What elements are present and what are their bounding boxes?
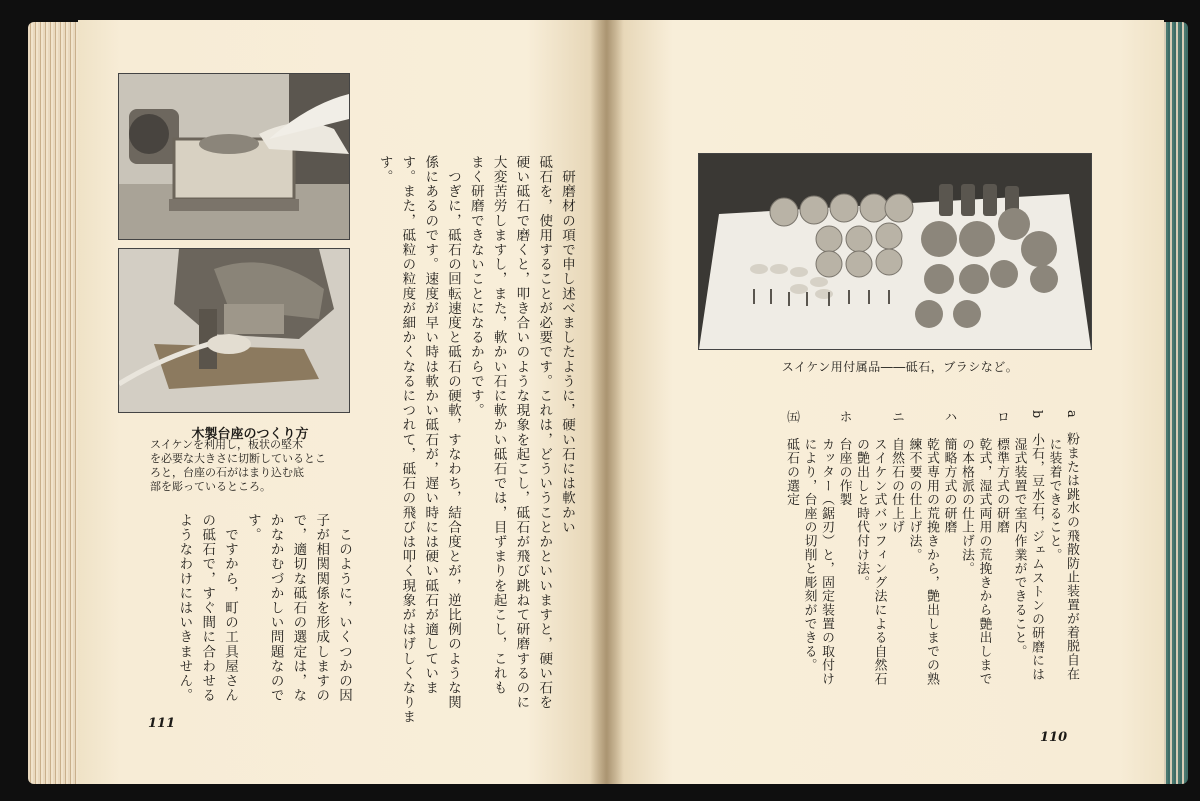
- left-caption-text: [150, 438, 350, 494]
- text-line: 係にあるのです。速度が早い時は軟かい砥石が，遅い時には硬い砥石が適していま: [422, 155, 439, 696]
- list-line: の艶出しと時代付け法。: [854, 410, 869, 590]
- caption-line: を必要な大きさに切断しているとこ: [150, 452, 326, 465]
- text-line: 硬い砥石で磨くと，叩き合いのような現象を起こし，砥石が飛び跳ねて研磨するのに: [513, 155, 530, 710]
- list-line: に装着できること。: [1046, 410, 1062, 562]
- list-line: b 小石，豆水石，ジェムストンの研磨には: [1029, 410, 1044, 682]
- right-caption: スイケン用付属品――砥石，ブラシなど。: [781, 360, 1019, 374]
- list-line: スイケン式バッフィング法による自然石: [871, 410, 887, 686]
- photo-top: [118, 73, 350, 240]
- left-page-edges: [28, 22, 80, 784]
- text-line: ですから，町の工具屋さん: [222, 513, 239, 703]
- text-line: の砥石で，すぐ間に合わせる: [199, 513, 216, 703]
- list-line: により，台座の切削と彫刻ができる。: [801, 410, 817, 673]
- photo-top-image: [119, 74, 349, 239]
- text-line: す。: [376, 155, 393, 185]
- caption-line: ろと，台座の石がはまり込む底: [150, 466, 304, 479]
- text-line: す。また，砥粒の粒度が細かくなるにつれて，砥石の飛びは叩く現象がはげしくなりま: [399, 155, 416, 725]
- photo-bottom: [118, 248, 350, 413]
- list-line: 湿式装置で室内作業ができること。: [1011, 410, 1027, 659]
- text-line: す。: [244, 513, 261, 543]
- list-line: ハ 簡略方式の研磨: [941, 410, 957, 535]
- left-body-upper: [368, 155, 578, 725]
- photo-accessories-image: [699, 154, 1091, 349]
- list-line: の本格派の仕上げ法。: [959, 410, 974, 576]
- left-page-number: 111: [148, 716, 176, 731]
- text-line: 砥石を，使用することが必要です。これは，どういうことかといいますと，硬い石を: [536, 155, 553, 710]
- list-line: ホ 台座の作製: [836, 410, 852, 507]
- list-line: カッター（鋸刃）と，固定装置の取付け: [819, 410, 834, 686]
- right-page-number: 110: [1040, 730, 1068, 745]
- caption-line: スイケンを利用し，板状の堅木: [150, 438, 304, 451]
- book-gutter: [590, 20, 624, 784]
- list-line: a 粉または跳水の飛散防止装置が着脱自在: [1064, 410, 1079, 681]
- text-line: このように，いくつかの因: [336, 513, 352, 703]
- list-line: 乾式専用の荒挽きから，艶出しまでの熟: [924, 410, 939, 686]
- text-line: で，適切な砥石の選定は，な: [290, 513, 307, 703]
- list-line: ニ 自然石の仕上げ: [889, 410, 904, 535]
- text-line: つぎに，砥石の回転速度と砥石の硬軟，すなわち，結合度とが，逆比例のような関: [445, 155, 462, 710]
- list-line: ㈤ 砥石の選定: [784, 410, 799, 507]
- right-list: [698, 410, 1080, 735]
- photo-accessories: [698, 153, 1092, 350]
- left-caption-title: 木製台座のつくり方: [191, 427, 309, 442]
- text-line: 研磨材の項で申し述べましたように，硬い石には軟かい: [559, 155, 575, 535]
- list-line: ロ 標準方式の研磨: [994, 410, 1009, 535]
- caption-line: 部を彫っているところ。: [150, 480, 271, 493]
- text-line: 大変苦労しますし，また，軟かい石に軟かい砥石では，目ずまりを起こし，これも: [490, 155, 507, 696]
- list-line: 練不要の仕上げ法。: [906, 410, 922, 562]
- text-line: ようなわけにはいきません。: [176, 513, 193, 703]
- right-page-edges: [1162, 22, 1188, 784]
- text-line: まく研磨できないことになるからです。: [467, 155, 484, 418]
- text-line: かなかむづかしい問題なので: [267, 513, 284, 703]
- photo-bottom-image: [119, 249, 349, 412]
- list-line: 乾式，湿式両用の荒挽きから艶出しまで: [976, 410, 992, 686]
- text-line: 子が相関関係を形成しますの: [313, 513, 330, 703]
- left-body-lower: [150, 513, 355, 713]
